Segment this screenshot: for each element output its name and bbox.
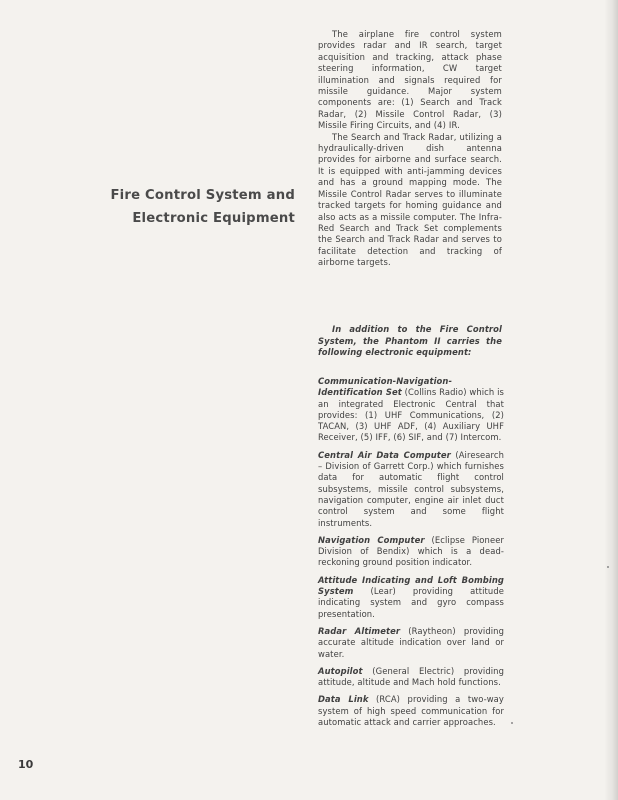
equipment-item-cni [318, 376, 504, 444]
equipment-description: (General Electric) providing attitude, altitude and Mach hold functions. [318, 665, 504, 688]
equipment-description: (Airesearch – Division of Garrett Corp.) which furnishes data for automatic flight control subsystems, missile control subsystems, navigation computer, engine air inlet duct control system and some flight instruments. [318, 449, 504, 528]
equipment-item-attitude-loft [318, 575, 504, 620]
equipment-description: (Eclipse Pioneer Division of Bendix) which is a dead-reckoning ground position indicator. [318, 534, 504, 568]
equipment-description: (RCA) providing a two-way system of high speed communication for automatic attack and carrier approaches. [318, 694, 504, 728]
body-paragraph-1: The airplane fire control system provides radar and IR search, target acquisition and tracking, attack phase steering information, CW target illumination and signals required for missile guidance. Major system components are: (1) Search and Track Radar, (2) Missile Control Radar, (3) Missile Firing Circuits, and (4) IR. [318, 29, 502, 131]
equipment-name: Navigation Computer [318, 534, 425, 545]
equipment-name: Data Link [318, 694, 369, 705]
body-paragraph-2: The Search and Track Radar, utilizing a hydraulically-driven dish antenna provides for airborne and surface search. It is equipped with anti-jamming devices and has a ground mapping mode. The Missile Control Radar serves to illuminate tracked targets for homing guidance and also acts as a missile computer. The Infra-Red Search and Track Set complements the Search and Track Radar and serves to facilitate detection and tracking of airborne targets. [318, 131, 502, 268]
equipment-name: Attitude Indicating and Loft Bombing System [318, 574, 504, 597]
equipment-item-radar-altimeter [318, 626, 504, 660]
equipment-name: Radar Altimeter [318, 625, 401, 636]
equipment-list [318, 376, 504, 734]
equipment-item-nav-computer [318, 535, 504, 569]
paper-speck [607, 566, 609, 568]
equipment-name: Central Air Data Computer [318, 449, 451, 460]
section-title [90, 184, 295, 230]
paper-speck [511, 722, 513, 724]
equipment-description: (Collins Radio) which is an integrated Electronic Central that provides: (1) UHF Communications, (2) TACAN, (3) UHF ADF, (4) Auxiliary UHF Receiver, (5) IFF, (6) SIF, and (7) Intercom. [318, 387, 504, 443]
equipment-description: (Lear) providing attitude indicating system and gyro compass presentation. [318, 586, 504, 619]
page-edge-shadow [604, 0, 618, 800]
section-title-line-2: Electronic Equipment [132, 211, 295, 226]
equipment-item-autopilot [318, 666, 504, 689]
equipment-name: Autopilot [318, 665, 363, 676]
equipment-item-cadc [318, 450, 504, 529]
equipment-intro: In addition to the Fire Control System, the Phantom II carries the following electronic equipment: [318, 324, 502, 358]
section-title-line-1: Fire Control System and [110, 188, 295, 203]
equipment-description: (Raytheon) providing accurate altitude indication over land or water. [318, 625, 504, 659]
page-number: 10 [18, 758, 34, 771]
equipment-item-data-link [318, 694, 504, 728]
body-text [318, 29, 502, 269]
equipment-name: Communication-Navigation-Identification Set [318, 376, 453, 398]
